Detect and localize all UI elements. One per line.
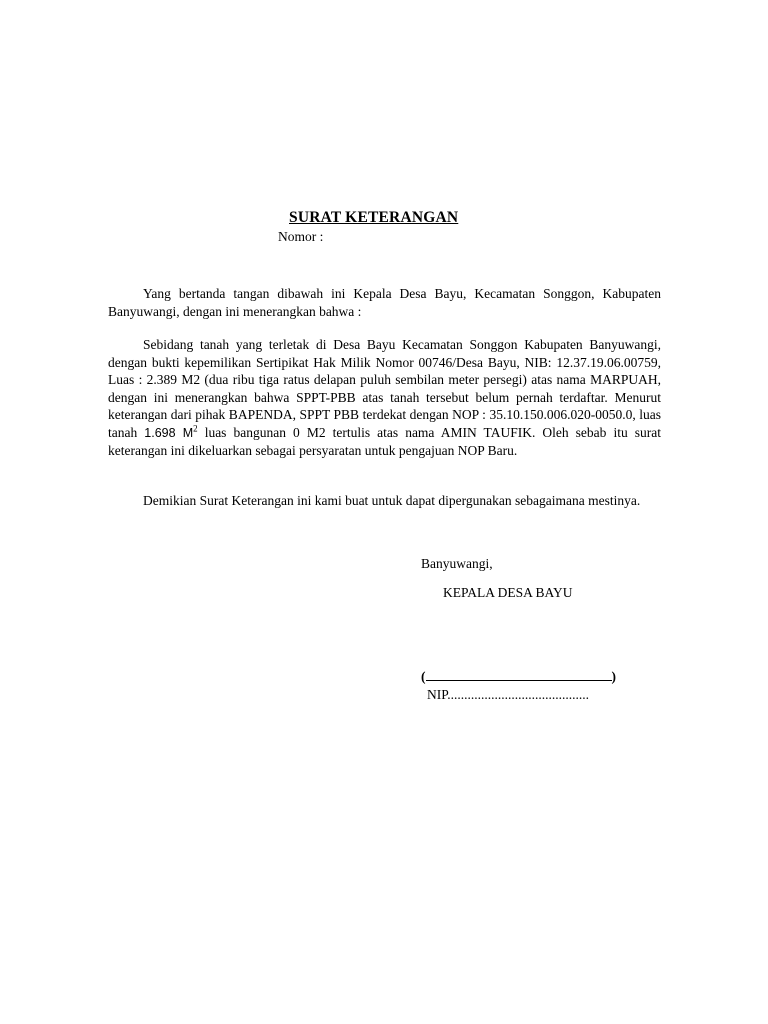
paragraph-closing: Demikian Surat Keterangan ini kami buat untuk dapat dipergunakan sebagaimana mestinya. <box>143 493 641 508</box>
paragraph-land-text-2: luas bangunan 0 M2 tertulis atas nama AMIN TAUFIK. Oleh sebab itu surat keterangan ini dikeluarkan sebagai persyaratan untuk pengajuan NOP Baru. <box>108 424 661 458</box>
paragraph-intro: Yang bertanda tangan dibawah ini Kepala Desa Bayu, Kecamatan Songgon, Kabupaten Banyuwangi, dengan ini menerangkan bahwa : <box>108 286 661 319</box>
land-area-value: 1.698 M <box>144 425 194 440</box>
signature-place: Banyuwangi, <box>421 556 493 571</box>
paragraph-land-description <box>108 336 661 460</box>
signature-blank-line <box>426 669 612 681</box>
document-title: SURAT KETERANGAN <box>289 209 459 226</box>
signature-role: KEPALA DESA BAYU <box>443 585 573 600</box>
signature-open-paren: ( <box>421 669 426 684</box>
signature-nip: NIP.......................................... <box>427 687 590 702</box>
nomor-label: Nomor : <box>278 229 324 244</box>
signature-close-paren: ) <box>611 669 616 684</box>
paragraph-land-text-1: Sebidang tanah yang terletak di Desa Bayu Kecamatan Songgon Kabupaten Banyuwangi, dengan bukti kepemilikan Sertipikat Hak Milik Nomor 00746/Desa Bayu, NIB: 12.37.19.06.00759, Luas : 2.389 M2 (dua ribu tiga ratus delapan puluh sembilan meter persegi) atas nama MARPUAH, dengan ini menerangkan bahwa SPPT-PBB atas tanah tersebut belum pernah terdaftar. Menurut keterangan dari pihak BAPENDA, SPPT PBB terdekat dengan NOP : 35.10.150.006.020-0050.0, luas tanah <box>108 337 661 440</box>
signature-name-line <box>421 669 616 685</box>
land-area-superscript: 2 <box>193 423 198 433</box>
